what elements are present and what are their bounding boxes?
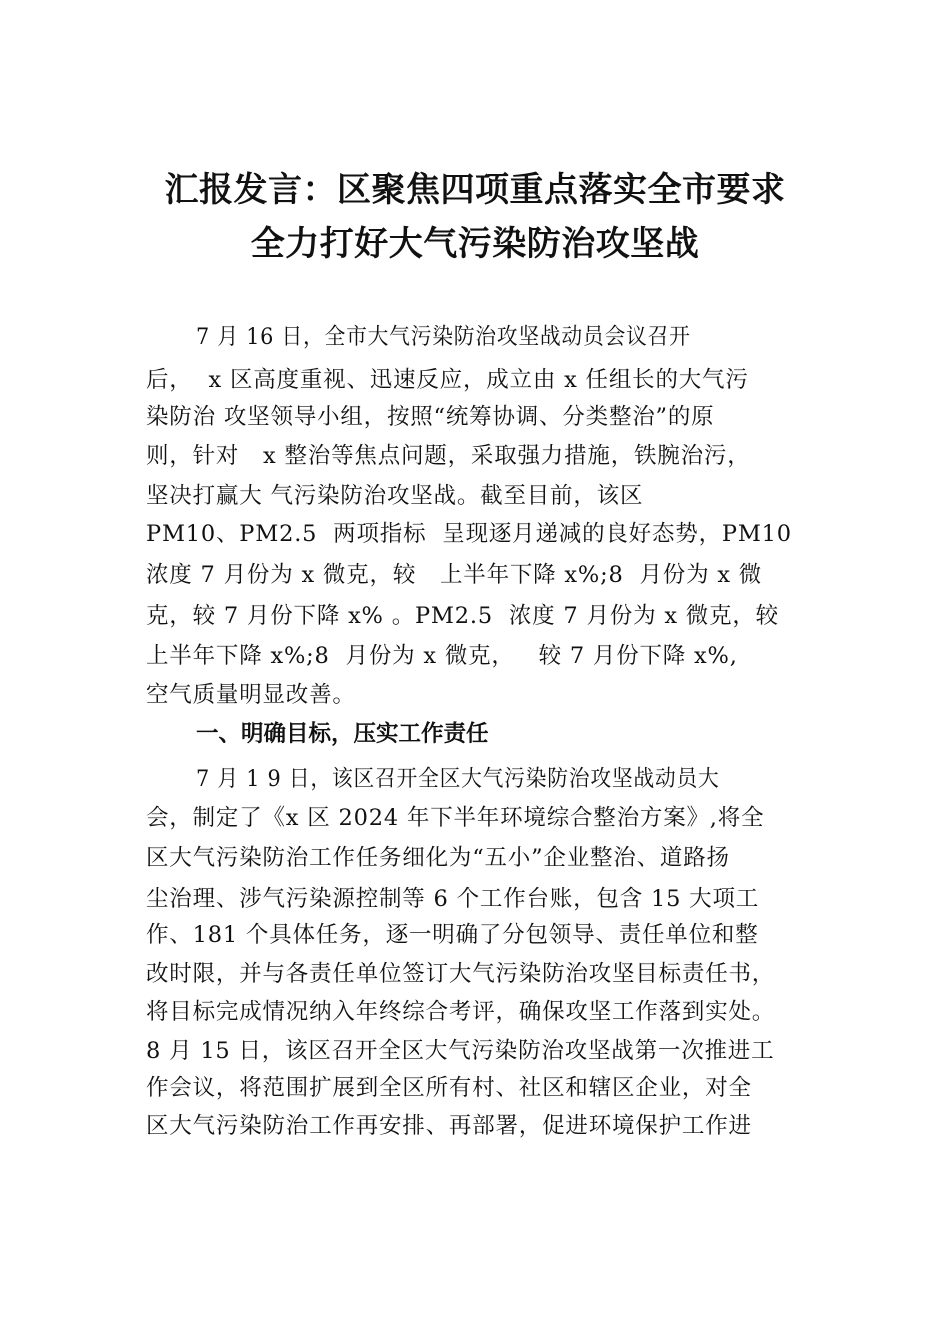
section1-line-1: 7 月 1 9 日，该区召开全区大气污染防治攻坚战动员大	[196, 766, 720, 792]
intro-line-9: 上半年下降 x%;8 月份为 x 微克， 较 7 月份下降 x%,	[146, 643, 738, 669]
section1-line-6: 改时限，并与各责任单位签订大气污染防治攻坚目标责任书，	[146, 961, 776, 987]
intro-line-5: 坚决打赢大 气污染防治攻坚战。截至目前，该区	[146, 483, 644, 509]
section1-line-5: 作、181 个具体任务，逐一明确了分包领导、责任单位和整	[146, 922, 759, 948]
document-title-line-2: 全力打好大气污染防治攻坚战	[250, 224, 700, 264]
section1-line-9: 作会议，将范围扩展到全区所有村、社区和辖区企业，对全	[146, 1075, 752, 1101]
intro-line-6: PM10、PM2.5 两项指标 呈现逐月递减的良好态势，PM10	[146, 521, 792, 547]
section1-line-2: 会，制定了《x 区 2024 年下半年环境综合整治方案》,将全	[146, 805, 765, 831]
section1-line-4: 尘治理、涉气污染源控制等 6 个工作台账，包含 15 大项工	[146, 886, 760, 912]
section1-line-10: 区大气污染防治工作再安排、再部署，促进环境保护工作进	[146, 1113, 752, 1139]
section1-line-3: 区大气污染防治工作任务细化为“五小”企业整治、道路扬	[146, 845, 730, 871]
intro-line-3: 染防治 攻坚领导小组，按照“统筹协调、分类整治”的原	[146, 404, 715, 430]
intro-line-10: 空气质量明显改善。	[146, 682, 356, 708]
document-title-line-1: 汇报发言：区聚焦四项重点落实全市要求	[164, 170, 786, 210]
intro-line-7: 浓度 7 月份为 x 微克，较 上半年下降 x%;8 月份为 x 微	[146, 562, 763, 588]
intro-line-8: 克，较 7 月份下降 x% 。PM2.5 浓度 7 月份为 x 微克，较	[146, 603, 779, 629]
section-heading-1: 一、明确目标，压实工作责任	[196, 721, 489, 747]
intro-line-2: 后， x 区高度重视、迅速反应，成立由 x 任组长的大气污	[146, 367, 749, 393]
section1-line-7: 将目标完成情况纳入年终综合考评，确保攻坚工作落到实处。	[146, 999, 776, 1025]
intro-line-1: 7 月 16 日，全市大气污染防治攻坚战动员会议召开	[196, 324, 691, 350]
intro-line-4: 则，针对 x 整治等焦点问题，采取强力措施，铁腕治污，	[146, 443, 751, 469]
section1-line-8: 8 月 15 日，该区召开全区大气污染防治攻坚战第一次推进工	[146, 1038, 775, 1064]
